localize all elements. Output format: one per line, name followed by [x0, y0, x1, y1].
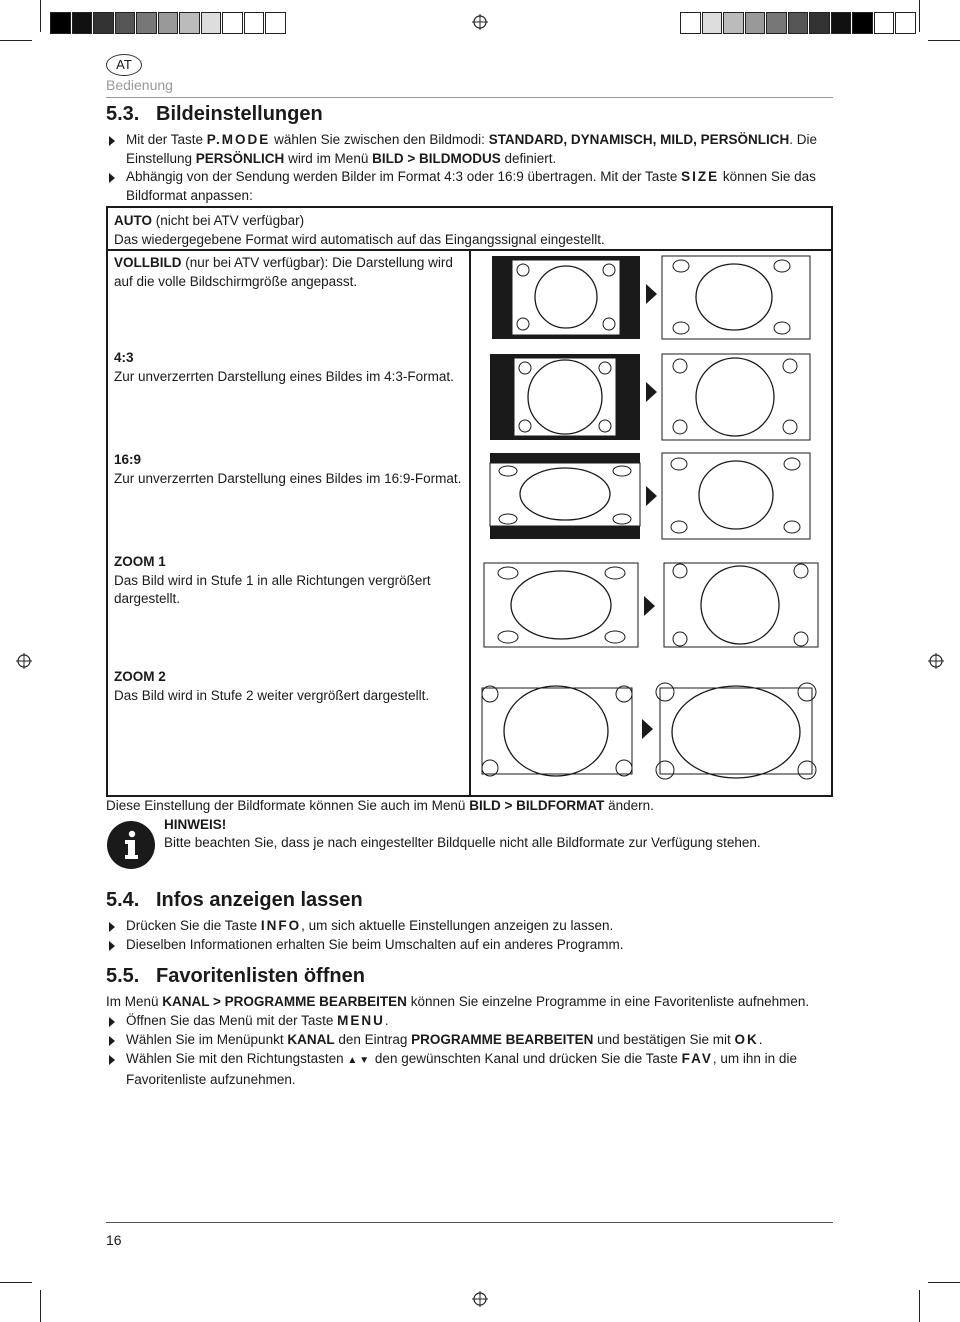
bullet-item: Abhängig von der Sendung werden Bilder im Format 4:3 oder 16:9 übertragen. Mit der Taste SIZE können Sie das Bildformat anpassen:: [106, 168, 832, 205]
bullet-item: Mit der Taste P.MODE wählen Sie zwischen den Bildmodi: STANDARD, DYNAMISCH, MILD, PERSÖNLICH. Die Einstellung PERSÖNLICH wird im Menü BILD > BILDMODUS definiert.: [106, 131, 832, 168]
format-row-4-3: 4:3 Zur unverzerrten Darstellung eines Bildes im 4:3-Format.: [114, 350, 454, 384]
print-color-bar-left: [50, 12, 287, 34]
format-row-zoom-1: ZOOM 1 Das Bild wird in Stufe 1 in alle Richtungen vergrößert dargestellt.: [114, 554, 431, 606]
note-title: HINWEIS!: [164, 817, 227, 832]
direction-arrows-icon: ▲▼: [347, 1055, 372, 1066]
format-4-3-source-illustration: [490, 354, 640, 440]
page-number: 16: [106, 1232, 122, 1248]
bullet-item: Wählen Sie im Menüpunkt KANAL den Eintrag PROGRAMME BEARBEITEN und bestätigen Sie mit OK.: [106, 1031, 832, 1050]
vollbild-source-illustration: [492, 256, 640, 339]
info-icon: [106, 820, 156, 870]
zoom-2-source-illustration: [482, 686, 632, 776]
registration-mark-icon: [472, 14, 488, 30]
arrow-right-icon: [642, 719, 653, 739]
zoom-1-result-illustration: [664, 563, 818, 647]
format-row-16-9: 16:9 Zur unverzerrten Darstellung eines Bildes im 16:9-Format.: [114, 452, 462, 486]
auto-cell: AUTO (nicht bei ATV verfügbar) Das wiedergegebene Format wird automatisch auf das Eingangssignal eingestellt.: [114, 213, 605, 247]
section-label: Bedienung: [106, 77, 173, 93]
picture-format-illustrations: [470, 250, 832, 795]
format-4-3-result-illustration: [662, 354, 810, 440]
format-menu-hint: Diese Einstellung der Bildformate können Sie auch im Menü BILD > BILDFORMAT ändern.: [106, 798, 654, 813]
registration-mark-icon: [16, 653, 32, 669]
section-heading-5-4: 5.4. Infos anzeigen lassen: [106, 889, 363, 911]
format-row-zoom-2: ZOOM 2 Das Bild wird in Stufe 2 weiter vergrößert dargestellt.: [114, 669, 430, 703]
note-text: Bitte beachten Sie, dass je nach eingestellter Bildquelle nicht alle Bildformate zur Verfügung stehen.: [164, 835, 761, 850]
bullet-item: Dieselben Informationen erhalten Sie beim Umschalten auf ein anderes Programm.: [106, 936, 832, 955]
format-16-9-result-illustration: [662, 453, 810, 539]
footer-divider: [106, 1222, 833, 1223]
bullet-item: Drücken Sie die Taste INFO, um sich aktuelle Einstellungen anzeigen zu lassen.: [106, 917, 832, 936]
arrow-right-icon: [646, 382, 657, 402]
bullet-item: Öffnen Sie das Menü mit der Taste MENU.: [106, 1012, 832, 1031]
arrow-right-icon: [644, 596, 655, 616]
zoom-1-source-illustration: [484, 563, 638, 647]
format-row-vollbild: VOLLBILD (nur bei ATV verfügbar): Die Darstellung wird auf die volle Bildschirmgröße angepasst.: [114, 255, 453, 289]
language-badge: AT: [106, 54, 142, 76]
zoom-2-result-illustration: [656, 683, 816, 779]
bullet-item: Wählen Sie mit den Richtungstasten ▲▼ den gewünschten Kanal und drücken Sie die Taste FAV, um ihn in die Favoritenliste aufzunehmen.: [106, 1050, 832, 1089]
header-divider: [106, 97, 833, 98]
arrow-right-icon: [646, 486, 657, 506]
section-heading-5-3: 5.3. Bildeinstellungen: [106, 103, 323, 125]
arrow-right-icon: [646, 284, 657, 304]
vollbild-result-illustration: [662, 256, 810, 339]
section-heading-5-5: 5.5. Favoritenlisten öffnen: [106, 965, 365, 987]
favorites-intro: Im Menü KANAL > PROGRAMME BEARBEITEN können Sie einzelne Programme in eine Favoritenliste aufnehmen.: [106, 994, 810, 1009]
print-color-bar-right: [680, 12, 917, 34]
registration-mark-icon: [472, 1291, 488, 1307]
registration-mark-icon: [928, 653, 944, 669]
format-16-9-source-illustration: [490, 453, 640, 539]
